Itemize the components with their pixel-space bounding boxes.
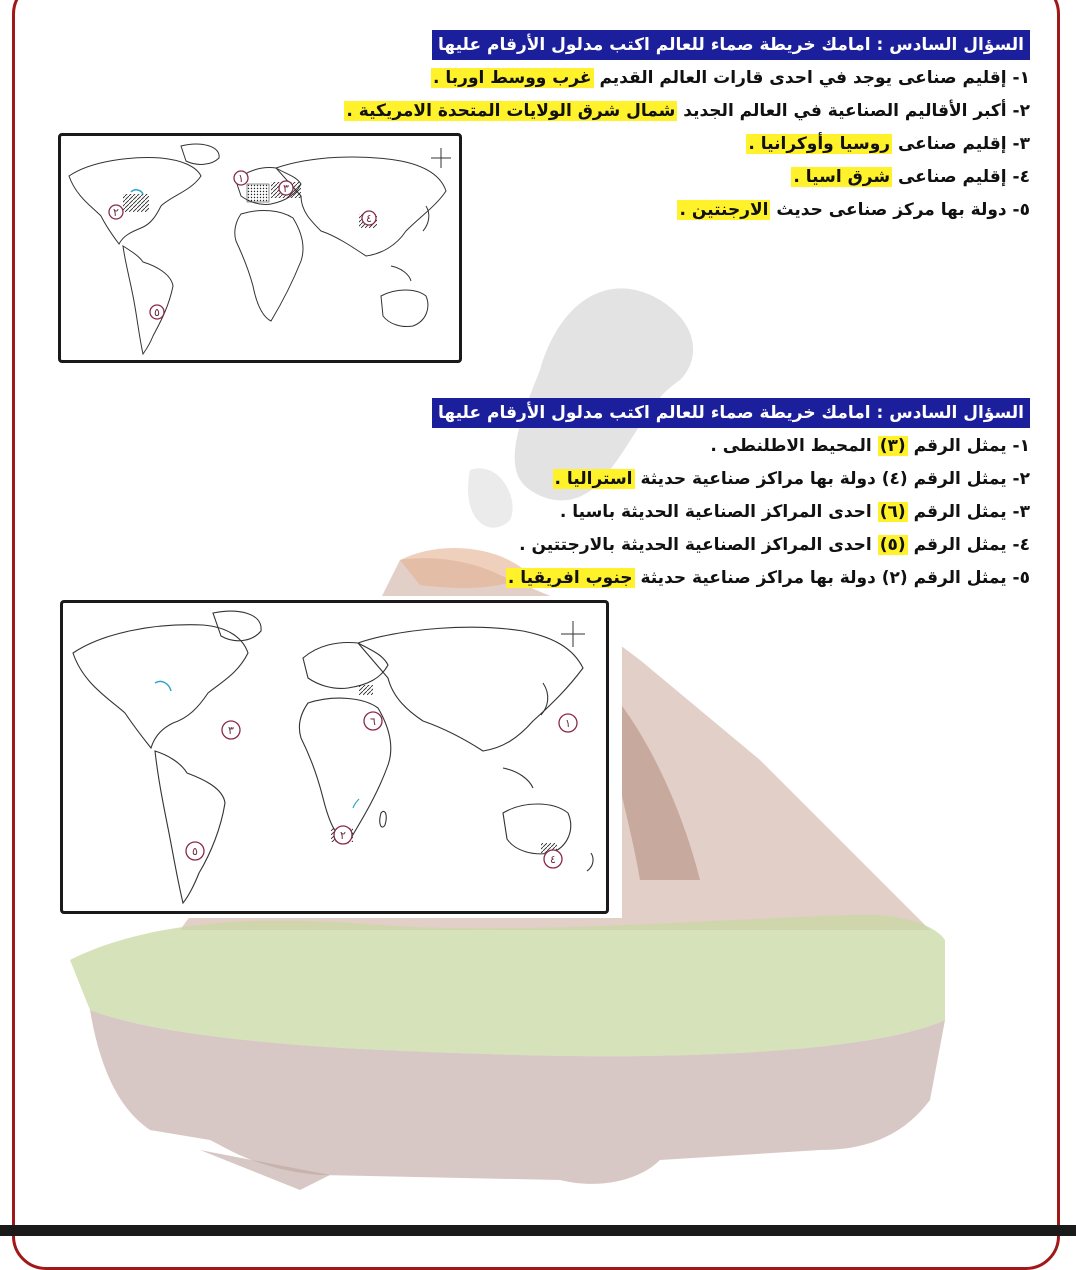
section1-title: السؤال السادس : امامك خريطة صماء للعالم اكتب مدلول الأرقام عليها bbox=[432, 30, 1030, 60]
item-prefix: ١- يمثل الرقم bbox=[913, 436, 1030, 456]
map-marker-number: ٥ bbox=[192, 845, 198, 858]
map-marker-number: ٢ bbox=[113, 206, 119, 219]
map-marker-number: ٦ bbox=[370, 715, 376, 728]
section1-item-2 bbox=[344, 95, 1030, 128]
item-prefix: ٤- يمثل الرقم bbox=[913, 535, 1030, 555]
map-marker-number: ٣ bbox=[283, 182, 289, 195]
map-marker-number: ٢ bbox=[340, 829, 346, 842]
compass-rose-icon bbox=[561, 621, 585, 647]
number-highlight: (٦) bbox=[879, 502, 906, 522]
section2-question-list bbox=[506, 430, 1030, 595]
world-map-1 bbox=[58, 133, 462, 363]
answer-highlight: استراليا . bbox=[554, 469, 633, 489]
answer-highlight: الارجنتين . bbox=[679, 200, 769, 220]
compass-rose-icon bbox=[431, 148, 451, 168]
map-marker-number: ٥ bbox=[154, 306, 160, 319]
section2-item-5 bbox=[506, 562, 1030, 595]
item-text: احدى المراكز الصناعية الحديثة بالارجتتين . bbox=[519, 535, 872, 555]
map-marker-number: ٤ bbox=[550, 853, 556, 866]
item-text: ٥- دولة بها مركز صناعى حديث bbox=[776, 200, 1030, 220]
item-text: ١- إقليم صناعى يوجد في احدى قارات العالم القديم bbox=[599, 68, 1030, 88]
number-highlight: (٥) bbox=[879, 535, 906, 555]
section1-item-1 bbox=[344, 62, 1030, 95]
map-marker-number: ١ bbox=[565, 717, 571, 730]
item-prefix: ٥- يمثل الرقم (٢) دولة بها مراكز صناعية حديثة bbox=[640, 568, 1030, 588]
page-bottom-edge bbox=[0, 1225, 1076, 1236]
world-map-2 bbox=[60, 600, 609, 914]
section2-item-4 bbox=[506, 529, 1030, 562]
section2-item-1 bbox=[506, 430, 1030, 463]
section2-title: السؤال السادس : امامك خريطة صماء للعالم اكتب مدلول الأرقام عليها bbox=[432, 398, 1030, 428]
answer-highlight: جنوب افريقيا . bbox=[507, 568, 633, 588]
answer-highlight: شرق اسيا . bbox=[793, 167, 891, 187]
item-text: احدى المراكز الصناعية الحديثة باسيا . bbox=[559, 502, 872, 522]
item-text: ٤- إقليم صناعى bbox=[897, 167, 1030, 187]
map-marker-number: ٣ bbox=[228, 724, 234, 737]
answer-highlight: شمال شرق الولايات المتحدة الامريكية . bbox=[346, 101, 676, 121]
item-prefix: ٣- يمثل الرقم bbox=[913, 502, 1030, 522]
item-text: ٣- إقليم صناعى bbox=[897, 134, 1030, 154]
item-prefix: ٢- يمثل الرقم (٤) دولة بها مراكز صناعية حديثة bbox=[640, 469, 1030, 489]
section2-item-2 bbox=[506, 463, 1030, 496]
answer-highlight: روسيا وأوكرانيا . bbox=[748, 134, 891, 154]
section2-item-3 bbox=[506, 496, 1030, 529]
number-highlight: (٣) bbox=[879, 436, 906, 456]
answer-highlight: غرب ووسط اوربا . bbox=[433, 68, 592, 88]
item-text: ٢- أكبر الأقاليم الصناعية في العالم الجديد bbox=[683, 101, 1030, 121]
map-marker-number: ١ bbox=[238, 172, 244, 185]
item-text: المحيط الاطلنطى . bbox=[710, 436, 872, 456]
map-marker-number: ٤ bbox=[366, 212, 372, 225]
